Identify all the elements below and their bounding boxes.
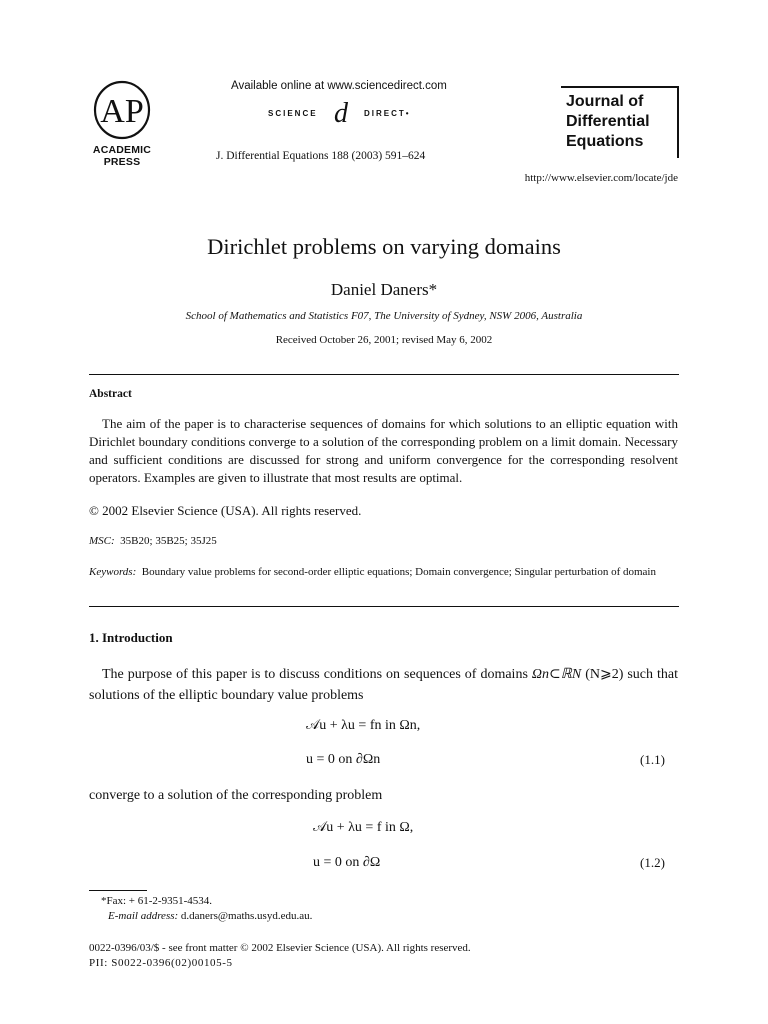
abstract-copyright: © 2002 Elsevier Science (USA). All rights reserved. bbox=[89, 503, 362, 518]
footer-pii: PII: S0022-0396(02)00105-5 bbox=[89, 957, 233, 969]
keywords-label: Keywords: bbox=[89, 566, 137, 578]
abstract-bottom-rule bbox=[89, 606, 679, 607]
sciencedirect-logo bbox=[268, 100, 438, 130]
journal-url-link[interactable]: http://www.elsevier.com/locate/jde bbox=[524, 172, 678, 184]
intro-text-start: The purpose of this paper is to discuss conditions on sequences of domains bbox=[102, 667, 528, 682]
equation-1-2-line1: 𝒜u + λu = f in Ω, bbox=[313, 820, 414, 835]
intro-domain-sequence: Ωn⊂ℝN bbox=[531, 667, 582, 682]
article-author: Daniel Daners* bbox=[330, 280, 438, 299]
footer-issn: 0022-0396/03/$ - see front matter © 2002 Elsevier Science (USA). All rights reserved. bbox=[89, 942, 471, 954]
msc-value: 35B20; 35B25; 35J25 bbox=[120, 535, 217, 547]
footnote-rule bbox=[89, 890, 147, 891]
publisher-logo bbox=[92, 80, 152, 140]
intro-dimension-condition: (N⩾2) bbox=[585, 667, 624, 682]
publisher-name-line2: PRESS bbox=[103, 156, 141, 168]
publisher-name-line1: ACADEMIC bbox=[92, 144, 152, 156]
abstract-body: The aim of the paper is to characterise sequences of domains for which solutions to an elliptic equation with Dirichlet boundary conditions converge to a solution of the corresponding problem on a limit domain. Necessary and sufficient conditions are discussed for strong and uniform convergence for the corresponding resolvent operators. Examples are given to illustrate that most results are optimal. bbox=[89, 416, 678, 485]
equation-1-1-line1: 𝒜u + λu = fn in Ωn, bbox=[306, 718, 421, 733]
sciencedirect-logo-right: DIRECT• bbox=[364, 109, 411, 118]
logo-monogram: AP bbox=[100, 93, 144, 130]
available-online-text: Available online at www.sciencedirect.com bbox=[231, 80, 447, 92]
equation-1-1-line2: u = 0 on ∂Ωn bbox=[306, 752, 381, 767]
equation-1-1-number: (1.1) bbox=[640, 752, 665, 767]
article-title: Dirichlet problems on varying domains bbox=[207, 234, 561, 259]
journal-name bbox=[566, 92, 678, 152]
journal-name-line3: Equations bbox=[566, 133, 644, 150]
introduction-paragraph bbox=[89, 664, 678, 706]
abstract-heading: Abstract bbox=[89, 388, 132, 400]
footnote-email-label: E-mail address: bbox=[108, 910, 179, 922]
msc-codes bbox=[89, 535, 217, 547]
author-affiliation: School of Mathematics and Statistics F07, The University of Sydney, NSW 2006, Australia bbox=[185, 310, 583, 322]
journal-name-line2: Differential bbox=[566, 113, 650, 130]
intro-text-after-eq1: converge to a solution of the corresponding problem bbox=[89, 788, 383, 803]
abstract-top-rule bbox=[89, 374, 679, 375]
equation-1-2-number: (1.2) bbox=[640, 855, 665, 870]
keywords bbox=[89, 564, 678, 580]
intro-text-cont: such that solutions of the elliptic boundary value problems bbox=[89, 667, 679, 703]
journal-box-top-rule bbox=[561, 86, 679, 88]
footnote-email bbox=[108, 910, 312, 922]
received-dates: Received October 26, 2001; revised May 6, 2002 bbox=[275, 334, 493, 346]
journal-name-line1: Journal of bbox=[566, 93, 644, 110]
section-heading-introduction: 1. Introduction bbox=[89, 630, 173, 645]
keywords-value: Boundary value problems for second-order elliptic equations; Domain convergence; Singular perturbation of domain bbox=[141, 566, 656, 578]
msc-label: MSC: bbox=[89, 535, 115, 547]
sciencedirect-logo-left: SCIENCE bbox=[268, 109, 318, 118]
footnote-email-value[interactable]: d.daners@maths.usyd.edu.au. bbox=[180, 910, 313, 922]
footnote-fax: *Fax: + 61-2-9351-4534. bbox=[101, 895, 212, 907]
sciencedirect-logo-mark: d bbox=[334, 98, 348, 129]
journal-citation: J. Differential Equations 188 (2003) 591–624 bbox=[216, 150, 426, 162]
equation-1-2-line2: u = 0 on ∂Ω bbox=[313, 855, 381, 870]
